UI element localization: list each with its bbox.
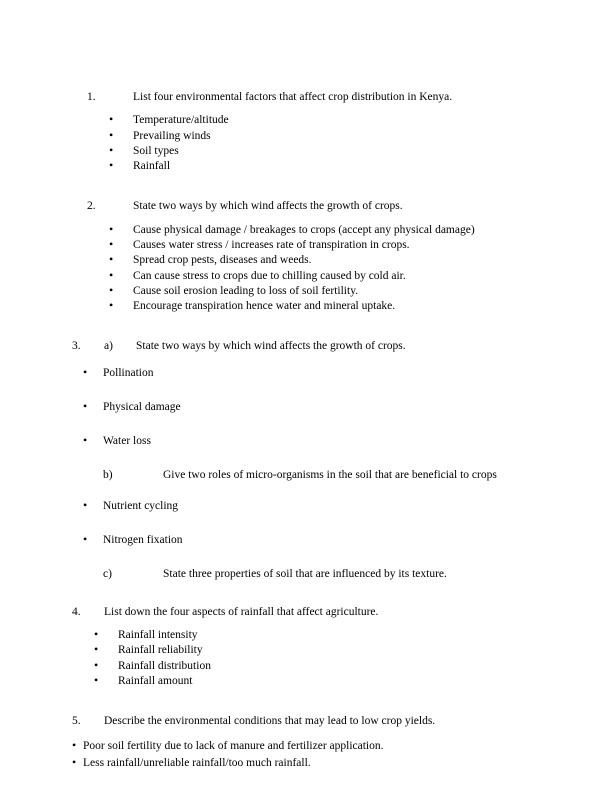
list-item: • Causes water stress / increases rate of transpiration in crops. — [87, 238, 540, 252]
list-item: • Less rainfall/unreliable rainfall/too much rainfall. — [72, 756, 540, 771]
question-3a-text: State two ways by which wind affects the growth of crops. — [136, 340, 406, 353]
list-item: • Rainfall reliability — [72, 643, 540, 657]
question-1-number: 1. — [87, 91, 96, 103]
question-4-text: List down the four aspects of rainfall that affect agriculture. — [104, 605, 379, 618]
question-5-text: Describe the environmental conditions that may lead to low crop yields. — [104, 715, 436, 727]
list-item: • Pollination — [72, 366, 540, 380]
list-item: • Soil types — [87, 144, 540, 158]
question-3b-text: Give two roles of micro-organisms in the soil that are beneficial to crops — [163, 469, 497, 482]
question-5-number: 5. — [72, 715, 81, 727]
question-1 — [87, 90, 540, 104]
answer-list-4 — [72, 628, 540, 688]
list-item: • Rainfall intensity — [72, 628, 540, 642]
question-1-text: List four environmental factors that affect crop distribution in Kenya. — [133, 91, 453, 103]
question-3c-text: State three properties of soil that are influenced by its texture. — [163, 568, 447, 581]
answer-list-3b — [72, 499, 540, 548]
answer-list-5 — [72, 739, 540, 771]
list-item: • Rainfall distribution — [72, 659, 540, 673]
list-item: • Physical damage — [72, 400, 540, 414]
list-item: • Spread crop pests, diseases and weeds. — [87, 253, 540, 267]
answer-list-3a — [72, 366, 540, 449]
question-block-5 — [72, 714, 540, 771]
list-item: • Can cause stress to crops due to chilling caused by cold air. — [87, 269, 540, 283]
question-3c-label: c) — [103, 568, 112, 581]
list-item: • Water loss — [72, 434, 540, 448]
question-3-number: 3. — [72, 340, 81, 353]
question-block-3 — [72, 339, 540, 581]
question-4-number: 4. — [72, 605, 81, 618]
answer-list-2 — [87, 223, 540, 314]
list-item: • Prevailing winds — [87, 129, 540, 143]
answer-list-1 — [87, 113, 540, 173]
question-2-number: 2. — [87, 200, 96, 213]
question-3b-label: b) — [103, 469, 113, 482]
list-item: • Poor soil fertility due to lack of manure and fertilizer application. — [72, 739, 540, 754]
question-block-1 — [72, 90, 540, 173]
question-3b — [72, 468, 540, 482]
question-2-text: State two ways by which wind affects the growth of crops. — [133, 200, 403, 213]
list-item: • Rainfall amount — [72, 674, 540, 688]
question-3 — [72, 339, 540, 353]
question-2 — [87, 199, 540, 213]
question-block-4 — [72, 605, 540, 688]
list-item: • Cause physical damage / breakages to crops (accept any physical damage) — [87, 223, 540, 237]
question-4 — [72, 605, 540, 619]
question-3a-label: a) — [104, 340, 113, 353]
question-block-2 — [72, 199, 540, 313]
list-item: • Nitrogen fixation — [72, 533, 540, 547]
list-item: • Cause soil erosion leading to loss of soil fertility. — [87, 284, 540, 298]
list-item: • Temperature/altitude — [87, 113, 540, 127]
list-item: • Encourage transpiration hence water and mineral uptake. — [87, 299, 540, 313]
question-5 — [72, 714, 540, 728]
question-3c — [72, 567, 540, 581]
list-item: • Rainfall — [87, 159, 540, 173]
list-item: • Nutrient cycling — [72, 499, 540, 513]
